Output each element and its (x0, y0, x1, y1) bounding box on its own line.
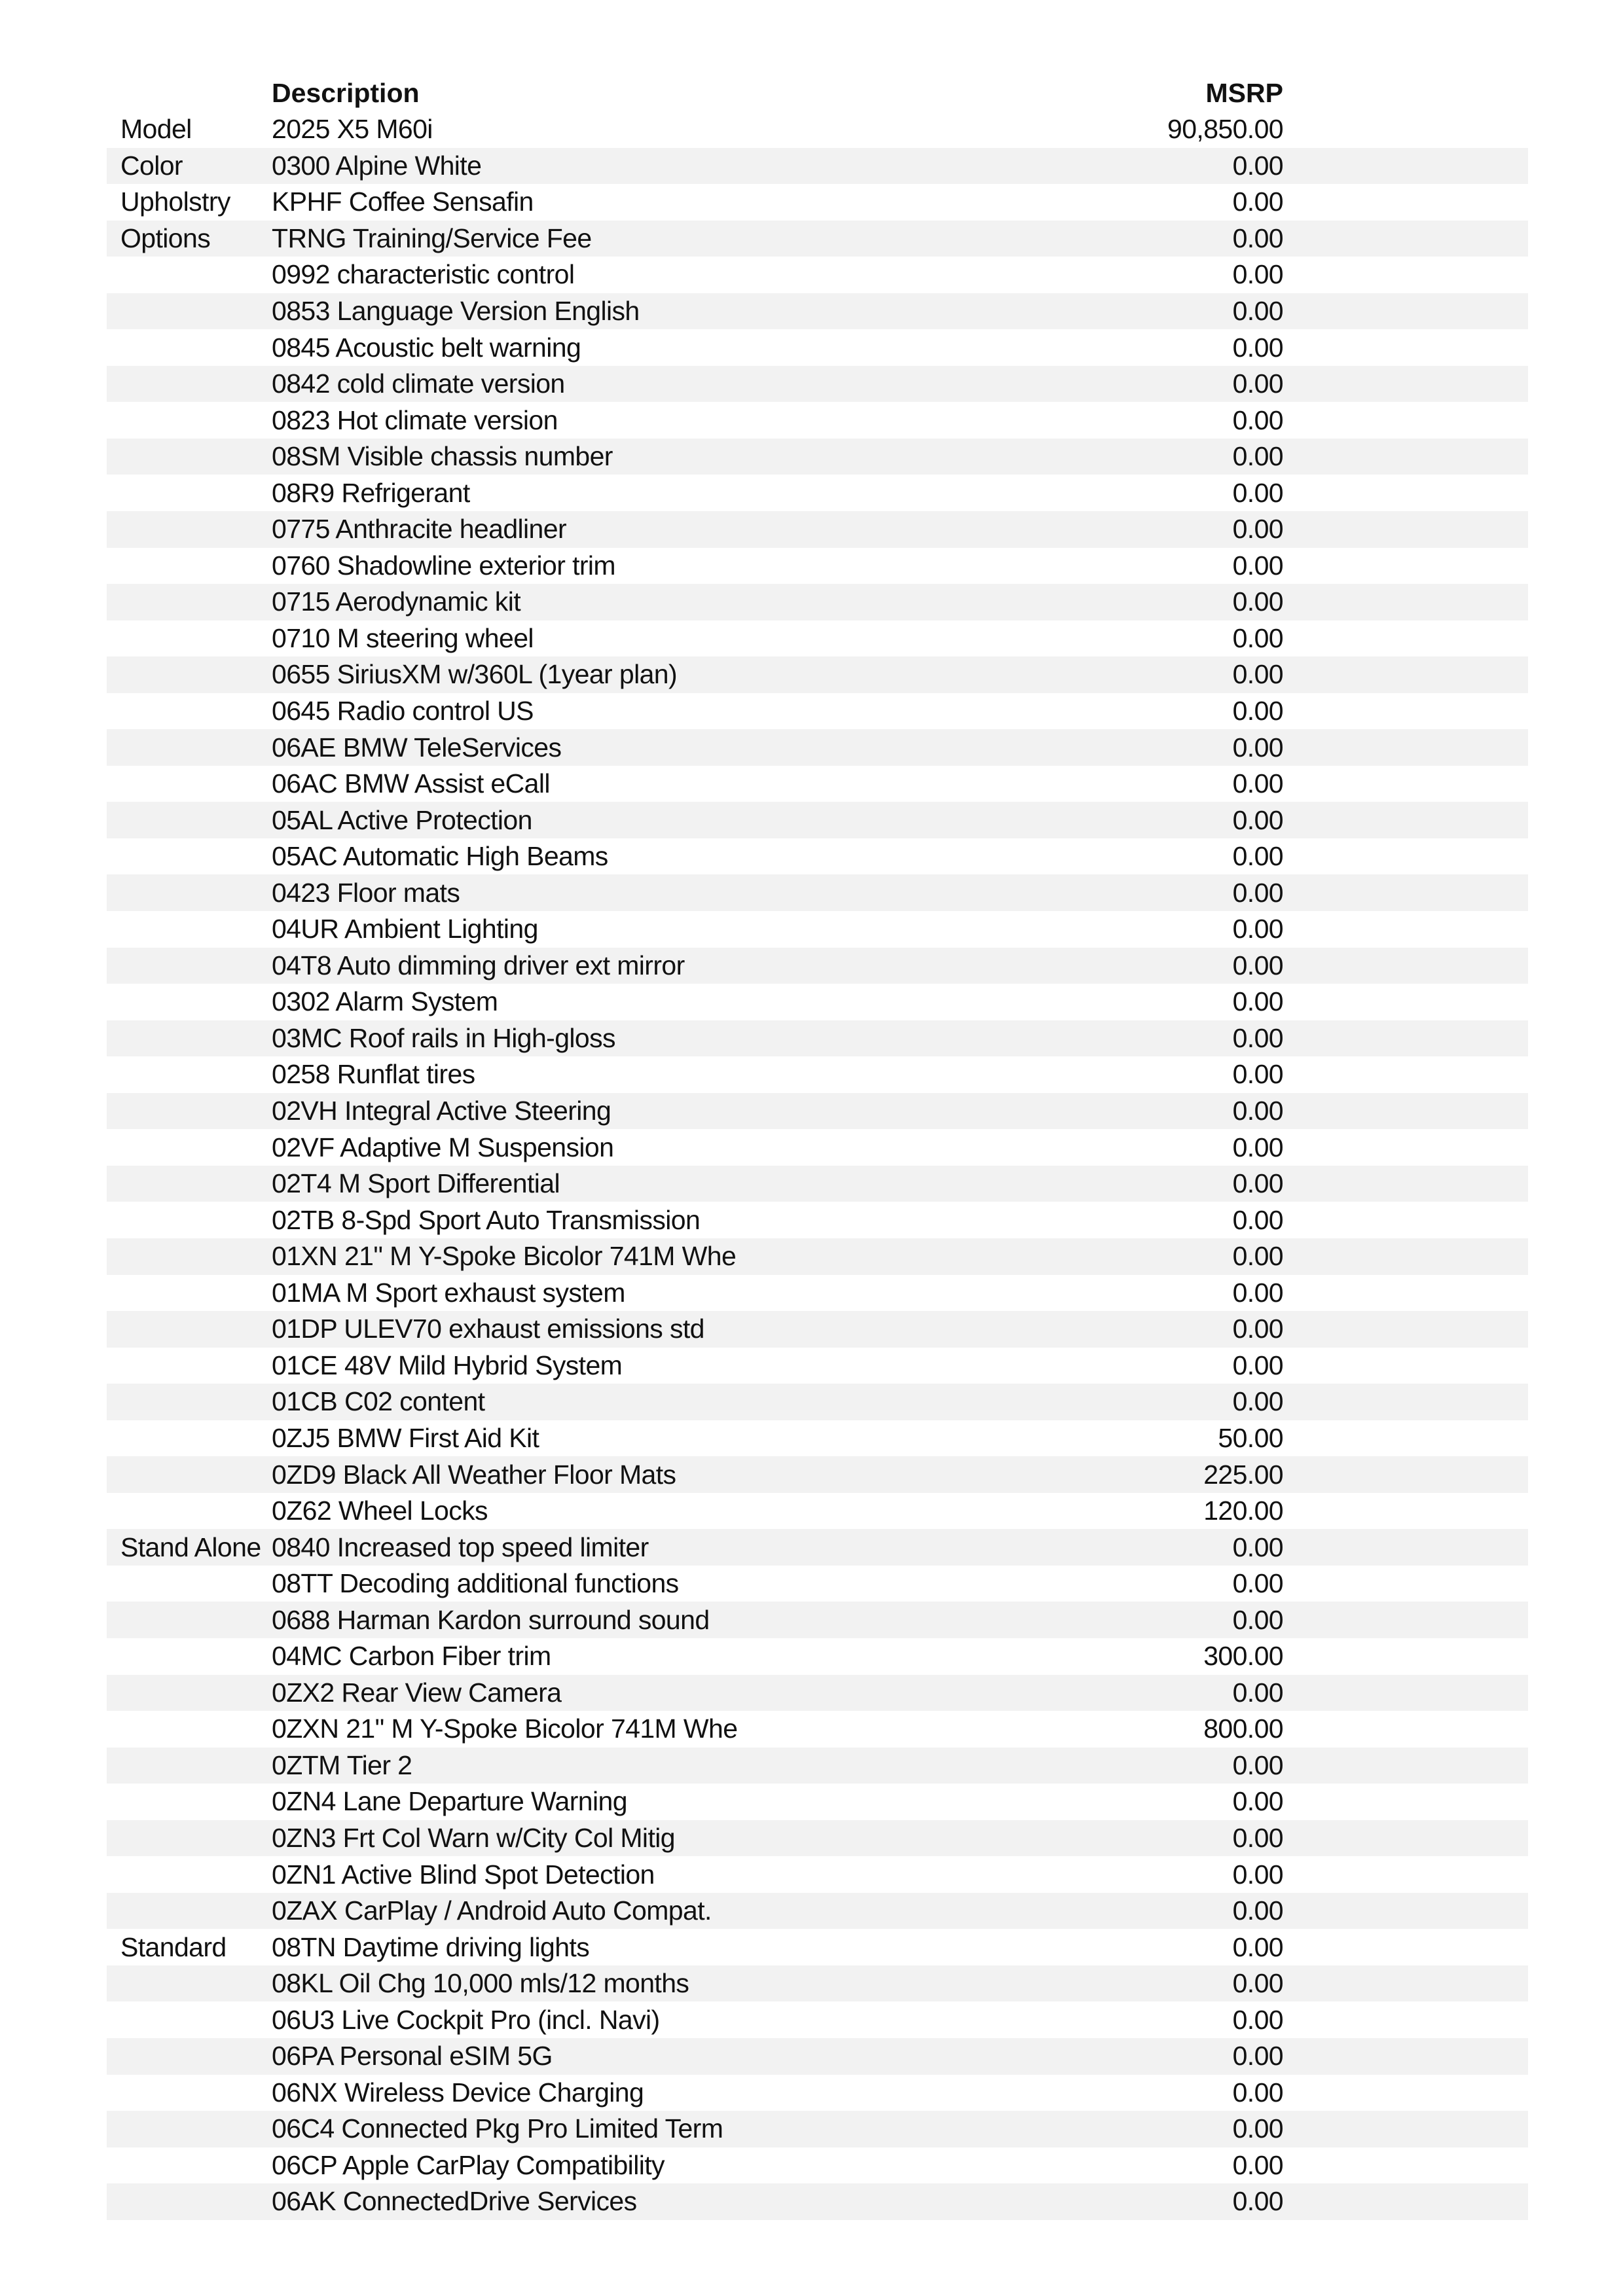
table-row (107, 511, 1528, 548)
table-row (107, 184, 1528, 221)
row-msrp: 0.00 (1232, 2004, 1283, 2035)
row-msrp: 0.00 (1232, 2113, 1283, 2144)
table-row (107, 802, 1528, 838)
row-msrp: 0.00 (1232, 1859, 1283, 1890)
row-description: 03MC Roof rails in High-gloss (272, 1022, 615, 1053)
row-description: TRNG Training/Service Fee (272, 223, 592, 253)
row-description: 08R9 Refrigerant (272, 477, 470, 508)
table-row (107, 584, 1528, 620)
row-description: 0823 Hot climate version (272, 404, 558, 435)
row-description: 06AC BMW Assist eCall (272, 768, 550, 799)
table-row (107, 1638, 1528, 1675)
table-row (107, 2001, 1528, 2038)
row-msrp: 800.00 (1203, 1713, 1283, 1744)
row-description: 0853 Language Version English (272, 296, 640, 326)
table-row (107, 1129, 1528, 1166)
row-description: 02VH Integral Active Steering (272, 1096, 611, 1126)
row-description: 0302 Alarm System (272, 986, 498, 1017)
row-msrp: 0.00 (1232, 1677, 1283, 1708)
row-msrp: 0.00 (1232, 986, 1283, 1017)
row-msrp: 50.00 (1218, 1422, 1283, 1453)
table-row (107, 1529, 1528, 1566)
table-row (107, 257, 1528, 293)
row-description: 2025 X5 M60i (272, 114, 433, 145)
row-category: Standard (120, 1931, 227, 1962)
table-row (107, 1311, 1528, 1348)
row-description: 0992 characteristic control (272, 259, 575, 290)
table-row (107, 1493, 1528, 1530)
table-row (107, 1929, 1528, 1965)
table-row (107, 1566, 1528, 1602)
row-description: 01CE 48V Mild Hybrid System (272, 1350, 623, 1380)
row-msrp: 0.00 (1232, 550, 1283, 581)
row-msrp: 120.00 (1203, 1496, 1283, 1526)
row-description: 0845 Acoustic belt warning (272, 332, 581, 363)
table-row (107, 2183, 1528, 2220)
row-description: 06U3 Live Cockpit Pro (incl. Navi) (272, 2004, 660, 2035)
row-description: 0ZN4 Lane Departure Warning (272, 1786, 627, 1817)
row-msrp: 0.00 (1232, 950, 1283, 980)
row-msrp: 0.00 (1232, 332, 1283, 363)
row-description: 0688 Harman Kardon surround sound (272, 1604, 710, 1635)
table-row (107, 1275, 1528, 1312)
table-row (107, 329, 1528, 366)
row-description: 01DP ULEV70 exhaust emissions std (272, 1314, 704, 1344)
table-row (107, 766, 1528, 802)
row-msrp: 0.00 (1232, 1931, 1283, 1962)
row-msrp: 0.00 (1232, 1968, 1283, 1999)
row-description: 0645 Radio control US (272, 696, 534, 726)
row-description: KPHF Coffee Sensafin (272, 187, 534, 217)
row-msrp: 0.00 (1232, 296, 1283, 326)
row-msrp: 225.00 (1203, 1459, 1283, 1490)
row-description: 0655 SiriusXM w/360L (1year plan) (272, 659, 678, 690)
row-description: 08TN Daytime driving lights (272, 1931, 590, 1962)
row-msrp: 0.00 (1232, 441, 1283, 472)
row-description: 06AE BMW TeleServices (272, 732, 562, 762)
row-msrp: 0.00 (1232, 659, 1283, 690)
row-msrp: 0.00 (1232, 914, 1283, 944)
row-description: 0775 Anthracite headliner (272, 514, 567, 545)
row-msrp: 0.00 (1232, 1168, 1283, 1199)
row-msrp: 0.00 (1232, 368, 1283, 399)
row-description: 01CB C02 content (272, 1386, 485, 1417)
table-row (107, 221, 1528, 257)
table-row (107, 656, 1528, 693)
row-description: 06AK ConnectedDrive Services (272, 2186, 637, 2217)
header-description: Description (272, 78, 420, 108)
row-description: 05AL Active Protection (272, 804, 532, 835)
row-msrp: 0.00 (1232, 2186, 1283, 2217)
table-row (107, 548, 1528, 584)
row-description: 0258 Runflat tires (272, 1059, 475, 1090)
row-description: 0ZN3 Frt Col Warn w/City Col Mitig (272, 1822, 675, 1853)
row-msrp: 0.00 (1232, 1059, 1283, 1090)
row-description: 06PA Personal eSIM 5G (272, 2041, 553, 2072)
row-description: 0760 Shadowline exterior trim (272, 550, 615, 581)
table-row (107, 1893, 1528, 1929)
table-row (107, 1820, 1528, 1857)
row-msrp: 0.00 (1232, 1568, 1283, 1599)
row-description: 0ZX2 Rear View Camera (272, 1677, 562, 1708)
row-description: 08TT Decoding additional functions (272, 1568, 679, 1599)
row-msrp: 0.00 (1232, 1022, 1283, 1053)
table-row (107, 1238, 1528, 1275)
table-row (107, 1711, 1528, 1748)
row-msrp: 0.00 (1232, 223, 1283, 253)
row-category: Model (120, 114, 192, 145)
row-msrp: 0.00 (1232, 1786, 1283, 1817)
row-msrp: 0.00 (1232, 804, 1283, 835)
row-msrp: 0.00 (1232, 1096, 1283, 1126)
row-category: Color (120, 150, 183, 181)
row-msrp: 0.00 (1232, 1350, 1283, 1380)
row-msrp: 0.00 (1232, 622, 1283, 653)
row-description: 06CP Apple CarPlay Compatibility (272, 2149, 665, 2180)
row-msrp: 0.00 (1232, 2077, 1283, 2108)
table-body (107, 111, 1528, 2220)
table-row (107, 2038, 1528, 2075)
row-description: 0842 cold climate version (272, 368, 565, 399)
table-row (107, 620, 1528, 657)
row-msrp: 90,850.00 (1167, 114, 1283, 145)
row-description: 04MC Carbon Fiber trim (272, 1641, 551, 1672)
table-row (107, 1965, 1528, 2002)
row-msrp: 0.00 (1232, 1386, 1283, 1417)
table-row (107, 874, 1528, 911)
table-row (107, 693, 1528, 730)
row-description: 0ZN1 Active Blind Spot Detection (272, 1859, 655, 1890)
row-msrp: 0.00 (1232, 1822, 1283, 1853)
row-msrp: 0.00 (1232, 586, 1283, 617)
table-row (107, 475, 1528, 511)
row-description: 0ZTM Tier 2 (272, 1749, 412, 1780)
row-msrp: 0.00 (1232, 768, 1283, 799)
msrp-table (107, 75, 1528, 2220)
row-category: Stand Alone (120, 1532, 261, 1562)
table-row (107, 1384, 1528, 1420)
table-row (107, 1020, 1528, 1057)
row-description: 0840 Increased top speed limiter (272, 1532, 649, 1562)
row-description: 0423 Floor mats (272, 877, 460, 908)
row-msrp: 0.00 (1232, 877, 1283, 908)
row-msrp: 0.00 (1232, 187, 1283, 217)
row-description: 0ZD9 Black All Weather Floor Mats (272, 1459, 676, 1490)
row-msrp: 0.00 (1232, 1532, 1283, 1562)
row-msrp: 0.00 (1232, 696, 1283, 726)
row-description: 0ZXN 21" M Y-Spoke Bicolor 741M Whe (272, 1713, 738, 1744)
table-row (107, 1456, 1528, 1493)
table-row (107, 1602, 1528, 1638)
table-row (107, 1056, 1528, 1093)
row-msrp: 0.00 (1232, 1749, 1283, 1780)
table-row (107, 1093, 1528, 1130)
table-header (107, 75, 1528, 111)
row-category: Options (120, 223, 211, 253)
row-msrp: 0.00 (1232, 1895, 1283, 1926)
table-row (107, 366, 1528, 403)
table-row (107, 1202, 1528, 1238)
row-description: 0300 Alpine White (272, 150, 482, 181)
row-description: 0715 Aerodynamic kit (272, 586, 521, 617)
table-row (107, 838, 1528, 875)
row-msrp: 0.00 (1232, 259, 1283, 290)
table-row (107, 1856, 1528, 1893)
table-row (107, 1784, 1528, 1820)
table-row (107, 729, 1528, 766)
table-row (107, 1420, 1528, 1457)
row-msrp: 0.00 (1232, 514, 1283, 545)
row-msrp: 0.00 (1232, 2041, 1283, 2072)
row-msrp: 0.00 (1232, 1314, 1283, 1344)
row-msrp: 0.00 (1232, 2149, 1283, 2180)
row-description: 02T4 M Sport Differential (272, 1168, 560, 1199)
table-row (107, 984, 1528, 1020)
row-msrp: 0.00 (1232, 841, 1283, 872)
row-msrp: 0.00 (1232, 732, 1283, 762)
table-row (107, 911, 1528, 948)
table-row (107, 2075, 1528, 2111)
row-description: 0ZAX CarPlay / Android Auto Compat. (272, 1895, 712, 1926)
row-msrp: 0.00 (1232, 150, 1283, 181)
row-description: 06C4 Connected Pkg Pro Limited Term (272, 2113, 723, 2144)
header-msrp: MSRP (1205, 78, 1283, 108)
table-row (107, 948, 1528, 984)
row-description: 0Z62 Wheel Locks (272, 1496, 488, 1526)
table-row (107, 293, 1528, 330)
row-msrp: 0.00 (1232, 1241, 1283, 1272)
row-description: 02TB 8-Spd Sport Auto Transmission (272, 1204, 701, 1235)
row-description: 0710 M steering wheel (272, 622, 534, 653)
table-row (107, 439, 1528, 475)
table-row (107, 111, 1528, 148)
row-msrp: 0.00 (1232, 1277, 1283, 1308)
table-row (107, 1675, 1528, 1712)
row-category: Upholstry (120, 187, 230, 217)
row-msrp: 0.00 (1232, 477, 1283, 508)
row-description: 04T8 Auto dimming driver ext mirror (272, 950, 685, 980)
row-description: 08KL Oil Chg 10,000 mls/12 months (272, 1968, 689, 1999)
table-row (107, 2147, 1528, 2184)
row-description: 05AC Automatic High Beams (272, 841, 608, 872)
table-row (107, 402, 1528, 439)
table-row (107, 1748, 1528, 1784)
table-row (107, 1348, 1528, 1384)
row-msrp: 0.00 (1232, 1604, 1283, 1635)
row-msrp: 0.00 (1232, 1204, 1283, 1235)
row-msrp: 0.00 (1232, 404, 1283, 435)
row-description: 01MA M Sport exhaust system (272, 1277, 625, 1308)
row-description: 02VF Adaptive M Suspension (272, 1132, 614, 1162)
row-description: 01XN 21" M Y-Spoke Bicolor 741M Whe (272, 1241, 737, 1272)
table-row (107, 148, 1528, 185)
row-msrp: 0.00 (1232, 1132, 1283, 1162)
row-msrp: 300.00 (1203, 1641, 1283, 1672)
table-row (107, 1166, 1528, 1202)
row-description: 04UR Ambient Lighting (272, 914, 538, 944)
table-row (107, 2111, 1528, 2147)
row-description: 0ZJ5 BMW First Aid Kit (272, 1422, 539, 1453)
row-description: 08SM Visible chassis number (272, 441, 613, 472)
row-description: 06NX Wireless Device Charging (272, 2077, 644, 2108)
